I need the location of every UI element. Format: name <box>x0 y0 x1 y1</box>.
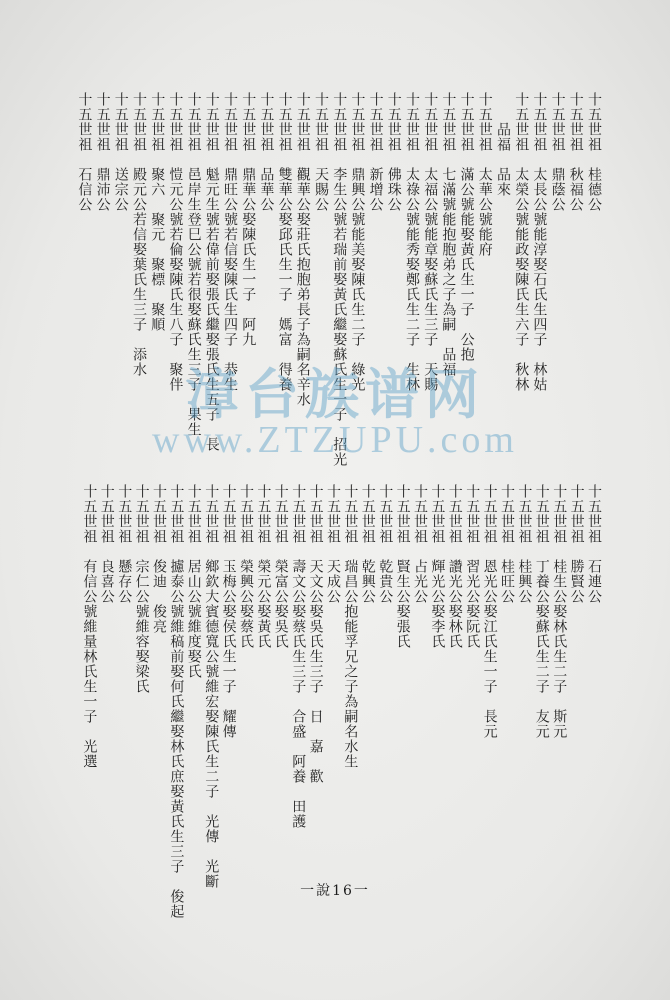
genealogy-column: 十五世祖 天成公 <box>325 484 341 604</box>
genealogy-column: 十五世祖 宗仁公號維容娶梁氏 <box>133 484 150 694</box>
page-number: 一說16一 <box>300 883 370 899</box>
genealogy-column: 十五世祖 佛珠公 <box>385 92 402 212</box>
genealogy-column: 十五世祖 桂興公 <box>516 484 533 604</box>
genealogy-column: 十五世祖 太長公號能淳娶石氏生四子 林姑 <box>531 92 548 392</box>
genealogy-column: 十五世祖 勝賢公 <box>568 484 585 604</box>
genealogy-column: 十五世祖 七滿號能抱胞弟之子為嗣 品福 <box>440 92 457 377</box>
genealogy-column: 十五世祖 懸存公 <box>116 484 133 604</box>
genealogy-column: 十五世祖 新增公 <box>367 92 384 212</box>
genealogy-column: 十五世祖 榮興公娶蔡氏 <box>238 484 254 649</box>
genealogy-column: 十五世祖 俊迪 俊亮 <box>151 484 167 634</box>
genealogy-column: 十五世祖 占光公 <box>412 484 428 604</box>
genealogy-column: 十五世祖 玉梅公娶侯氏生一子 耀傳 <box>220 484 237 739</box>
genealogy-column: 十五世祖 桂旺公 <box>499 484 515 604</box>
genealogy-column: 十五世祖 鼎華公娶陳氏生一子 阿九 <box>240 92 257 347</box>
genealogy-column: 十五世祖 雙華公娶邱氏生一子 媽富 得養 <box>276 92 293 392</box>
watermark-chinese: 漳台族谱网 <box>185 363 485 426</box>
genealogy-column: 十五世祖 良喜公 <box>98 484 115 604</box>
genealogy-column: 十五世祖 太福公號能章娶蘇氏生三子 天賜 <box>422 92 439 392</box>
genealogy-column: 十五世祖 桂德公 <box>586 92 602 212</box>
genealogy-column: 十五世祖 品華公 <box>258 92 275 212</box>
genealogy-column: 十五世祖 石信公 <box>76 92 93 212</box>
genealogy-column: 十五世祖 有信公號維量林氏生一子 光選 <box>81 484 98 769</box>
genealogy-column: 十五世祖 石連公 <box>586 484 602 604</box>
genealogy-column: 十五世祖 鼎興公號能美娶陳氏生二子 綠光 <box>349 92 366 392</box>
genealogy-column: 十五世祖 太榮公號能政娶陳氏生六子 秋林 <box>513 92 530 392</box>
genealogy-column: 十五世祖 乾貴公 <box>377 484 394 604</box>
genealogy-column: 品福 品來 <box>495 92 511 197</box>
genealogy-column: 十五世祖 聚六 聚元 聚標 聚順 <box>149 92 166 332</box>
genealogy-column: 十五世祖 太祿公號能秀娶鄭氏生二子 生林 <box>404 92 420 392</box>
genealogy-column: 十五世祖 秋福公 <box>567 92 584 212</box>
genealogy-column: 十五世祖 邑岸生登巳公號若很娶蘇氏生三子 果生 <box>185 92 202 437</box>
genealogy-column: 十五世祖 觀華公娶莊氏抱胞弟長子為嗣名辛水 <box>294 92 311 407</box>
genealogy-column: 十五世祖 習光公娶阮氏 <box>464 484 481 649</box>
genealogy-column: 十五世祖 居山公號維度娶氏 <box>185 484 202 679</box>
genealogy-column: 十五世祖 瑞昌公抱能孚兄之子為嗣名水生 <box>342 484 359 769</box>
genealogy-column: 十五世祖 天文公娶吳氏生三子 日 嘉 歡 <box>307 484 324 784</box>
genealogy-column: 十五世祖 殿元公若信娶葉氏生三子 添水 <box>131 92 147 377</box>
genealogy-column: 十五世祖 恩光公娶江氏生一子 長元 <box>481 484 498 739</box>
watermark-url: www.ZTZUPU.com <box>152 419 518 461</box>
genealogy-column: 十五世祖 天賜公 <box>313 92 329 212</box>
genealogy-column: 十五世祖 鼎蔭公 <box>549 92 566 212</box>
genealogy-column: 十五世祖 魁元生號若偉前娶張氏繼娶張氏生五子 長 <box>203 92 220 452</box>
genealogy-column: 十五世祖 輝光公娶李氏 <box>429 484 446 649</box>
genealogy-column: 十五世祖 鄉欽大賓德寬公號維宏娶陳氏生二子 光傳 光斷 <box>203 484 220 889</box>
genealogy-column: 十五世祖 讚光公娶林氏 <box>446 484 463 649</box>
genealogy-column: 十五世祖 丁養公娶蘇氏生二子 友元 <box>533 484 550 739</box>
genealogy-column: 十五世祖 桂生公娶林氏生二子 斯元 <box>551 484 568 739</box>
genealogy-column: 十五世祖 壽文公娶蔡氏生三子 合盛 阿養 田護 <box>290 484 307 829</box>
genealogy-column: 十五世祖 滿公號能娶黃氏生一子 公抱 <box>458 92 475 362</box>
genealogy-column: 十五世祖 送宗公 <box>112 92 129 212</box>
genealogy-column: 十五世祖 鼎沛公 <box>94 92 111 212</box>
genealogy-column: 十五世祖 賢生公娶張氏 <box>394 484 411 649</box>
genealogy-column: 十五世祖 榮富公娶吳氏 <box>272 484 289 649</box>
genealogy-column: 十五世祖 攄泰公號維稿前娶何氏繼娶林氏庶娶黃氏生三子 俊起 <box>168 484 185 919</box>
genealogy-column: 十五世祖 榮元公娶黃氏 <box>255 484 272 649</box>
genealogy-column: 十五世祖 太華公號能府 <box>476 92 493 257</box>
genealogy-column: 十五世祖 鼎旺公號若信娶陳氏生四子 恭生 <box>222 92 238 392</box>
genealogy-column: 十五世祖 乾興公 <box>359 484 376 604</box>
genealogy-column: 十五世祖 愷元公號若倫娶陳氏生八子 聚伴 <box>167 92 184 392</box>
genealogy-column: 十五世祖 李生公號若瑞前娶黃氏繼娶蘇氏生一子 招光 <box>331 92 348 467</box>
